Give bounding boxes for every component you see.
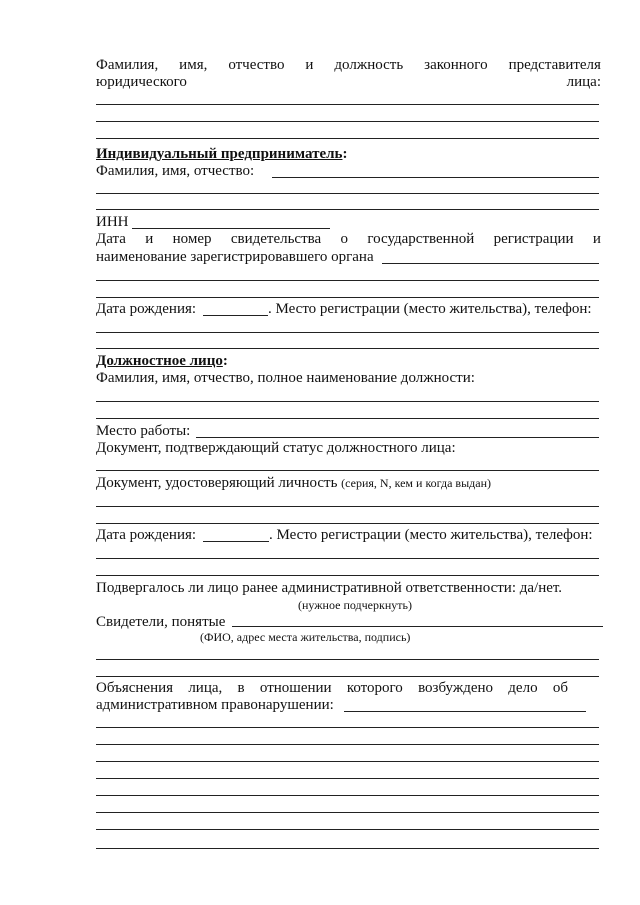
witnesses-hint: (ФИО, адрес места жительства, подпись) <box>200 630 411 644</box>
ip-inn-label: ИНН <box>96 214 129 230</box>
ip-heading-colon: : <box>342 146 348 162</box>
liability-hint: (нужное подчеркнуть) <box>298 598 412 612</box>
official-id-doc-hint: (серия, N, кем и когда выдан) <box>341 476 492 490</box>
official-id-doc-fill-line-2[interactable] <box>96 523 599 524</box>
word: в <box>237 680 245 696</box>
witnesses-label: Свидетели, понятые <box>96 614 226 630</box>
word: и <box>305 57 314 73</box>
legal-rep-fill-line-1[interactable] <box>96 104 599 105</box>
legal-rep-label-line1 <box>96 57 601 74</box>
word: регистрации <box>493 231 574 247</box>
word: которого <box>346 680 403 696</box>
official-birth-fill-line-2[interactable] <box>96 575 599 576</box>
word: Объяснения <box>96 680 174 696</box>
explanations-fill-line-3[interactable] <box>96 761 599 762</box>
ip-heading-text: Индивидуальный предприниматель <box>96 146 343 162</box>
ip-cert-fill-line-2[interactable] <box>96 297 599 298</box>
official-birth-fill-line-1[interactable] <box>96 558 599 559</box>
ip-birth-label <box>96 301 196 318</box>
ip-birth-label-a: Дата рождения: <box>96 301 197 317</box>
ip-inn-field[interactable] <box>132 228 330 229</box>
explanations-label-line2: административном правонарушении: <box>96 697 334 713</box>
explanations-fill-line-6[interactable] <box>96 812 599 813</box>
ip-cert-label-line2: наименование зарегистрировавшего органа <box>96 249 374 265</box>
legal-rep-fill-line-2[interactable] <box>96 121 599 122</box>
official-work-label: Место работы: <box>96 423 191 439</box>
official-fio-label: Фамилия, имя, отчество, полное наименование должности: <box>96 370 475 386</box>
word: об <box>552 680 568 696</box>
word: Фамилия, <box>96 57 159 73</box>
word: отчество <box>228 57 285 73</box>
ip-cert-fill-line-1[interactable] <box>96 280 599 281</box>
explanations-fill-line-1[interactable] <box>96 727 599 728</box>
word: имя, <box>179 57 208 73</box>
official-status-doc-fill-line[interactable] <box>96 470 599 471</box>
witnesses-fill-line-2[interactable] <box>96 676 599 677</box>
official-fio-fill-line-2[interactable] <box>96 418 599 419</box>
word: возбуждено <box>418 680 494 696</box>
explanations-fill-line-8[interactable] <box>96 848 599 849</box>
liability-question: Подвергалось ли лицо ранее административной ответственности: да/нет. <box>96 580 563 596</box>
official-work-field[interactable] <box>196 437 599 438</box>
word: о <box>340 231 349 247</box>
word: лица, <box>188 680 223 696</box>
ip-fio-label: Фамилия, имя, отчество: <box>96 163 255 179</box>
ip-cert-field[interactable] <box>382 263 599 264</box>
official-birth-label <box>96 527 196 544</box>
word: номер <box>172 231 212 247</box>
explanations-fill-line-4[interactable] <box>96 778 599 779</box>
explanations-field[interactable] <box>344 711 586 712</box>
official-birth-label-b: . Место регистрации (место жительства), телефон: <box>269 527 593 543</box>
word: Дата <box>96 231 126 247</box>
official-id-doc-fill-line-1[interactable] <box>96 506 599 507</box>
ip-cert-label-line1 <box>96 231 601 248</box>
word: дело <box>508 680 538 696</box>
word: свидетельства <box>230 231 322 247</box>
witnesses-fill-line-1[interactable] <box>96 659 599 660</box>
word: и <box>592 231 601 247</box>
official-id-doc-label <box>96 475 491 492</box>
word: и <box>145 231 154 247</box>
word: представителя <box>508 57 601 73</box>
legal-rep-fill-line-3[interactable] <box>96 138 599 139</box>
explanations-fill-line-7[interactable] <box>96 829 599 830</box>
ip-fio-field[interactable] <box>272 177 599 178</box>
ip-heading <box>96 146 347 163</box>
official-heading-text: Должностное лицо <box>96 353 223 369</box>
ip-fill-line-2[interactable] <box>96 209 599 210</box>
ip-birth-fill-line-1[interactable] <box>96 332 599 333</box>
word: юридического <box>96 74 187 90</box>
official-birth-date-field[interactable] <box>203 541 269 542</box>
ip-birth-label-b: . Место регистрации (место жительства), телефон: <box>268 301 592 317</box>
word: законного <box>424 57 488 73</box>
official-status-doc-label: Документ, подтверждающий статус должностного лица: <box>96 440 456 456</box>
ip-birth-fill-line-2[interactable] <box>96 348 599 349</box>
legal-rep-label-line2 <box>96 74 601 91</box>
official-id-doc-text: Документ, удостоверяющий личность <box>96 475 338 491</box>
word: должность <box>334 57 404 73</box>
official-fio-fill-line-1[interactable] <box>96 401 599 402</box>
official-heading <box>96 353 228 370</box>
witnesses-field[interactable] <box>232 626 603 627</box>
official-heading-colon: : <box>222 353 228 369</box>
word: отношении <box>259 680 332 696</box>
explanations-fill-line-2[interactable] <box>96 744 599 745</box>
ip-fill-line-1[interactable] <box>96 193 599 194</box>
official-birth-label-a: Дата рождения: <box>96 527 197 543</box>
ip-birth-date-field[interactable] <box>203 315 268 316</box>
word: лица: <box>566 74 601 90</box>
word: государственной <box>367 231 475 247</box>
explanations-label-line1 <box>96 680 568 697</box>
explanations-fill-line-5[interactable] <box>96 795 599 796</box>
